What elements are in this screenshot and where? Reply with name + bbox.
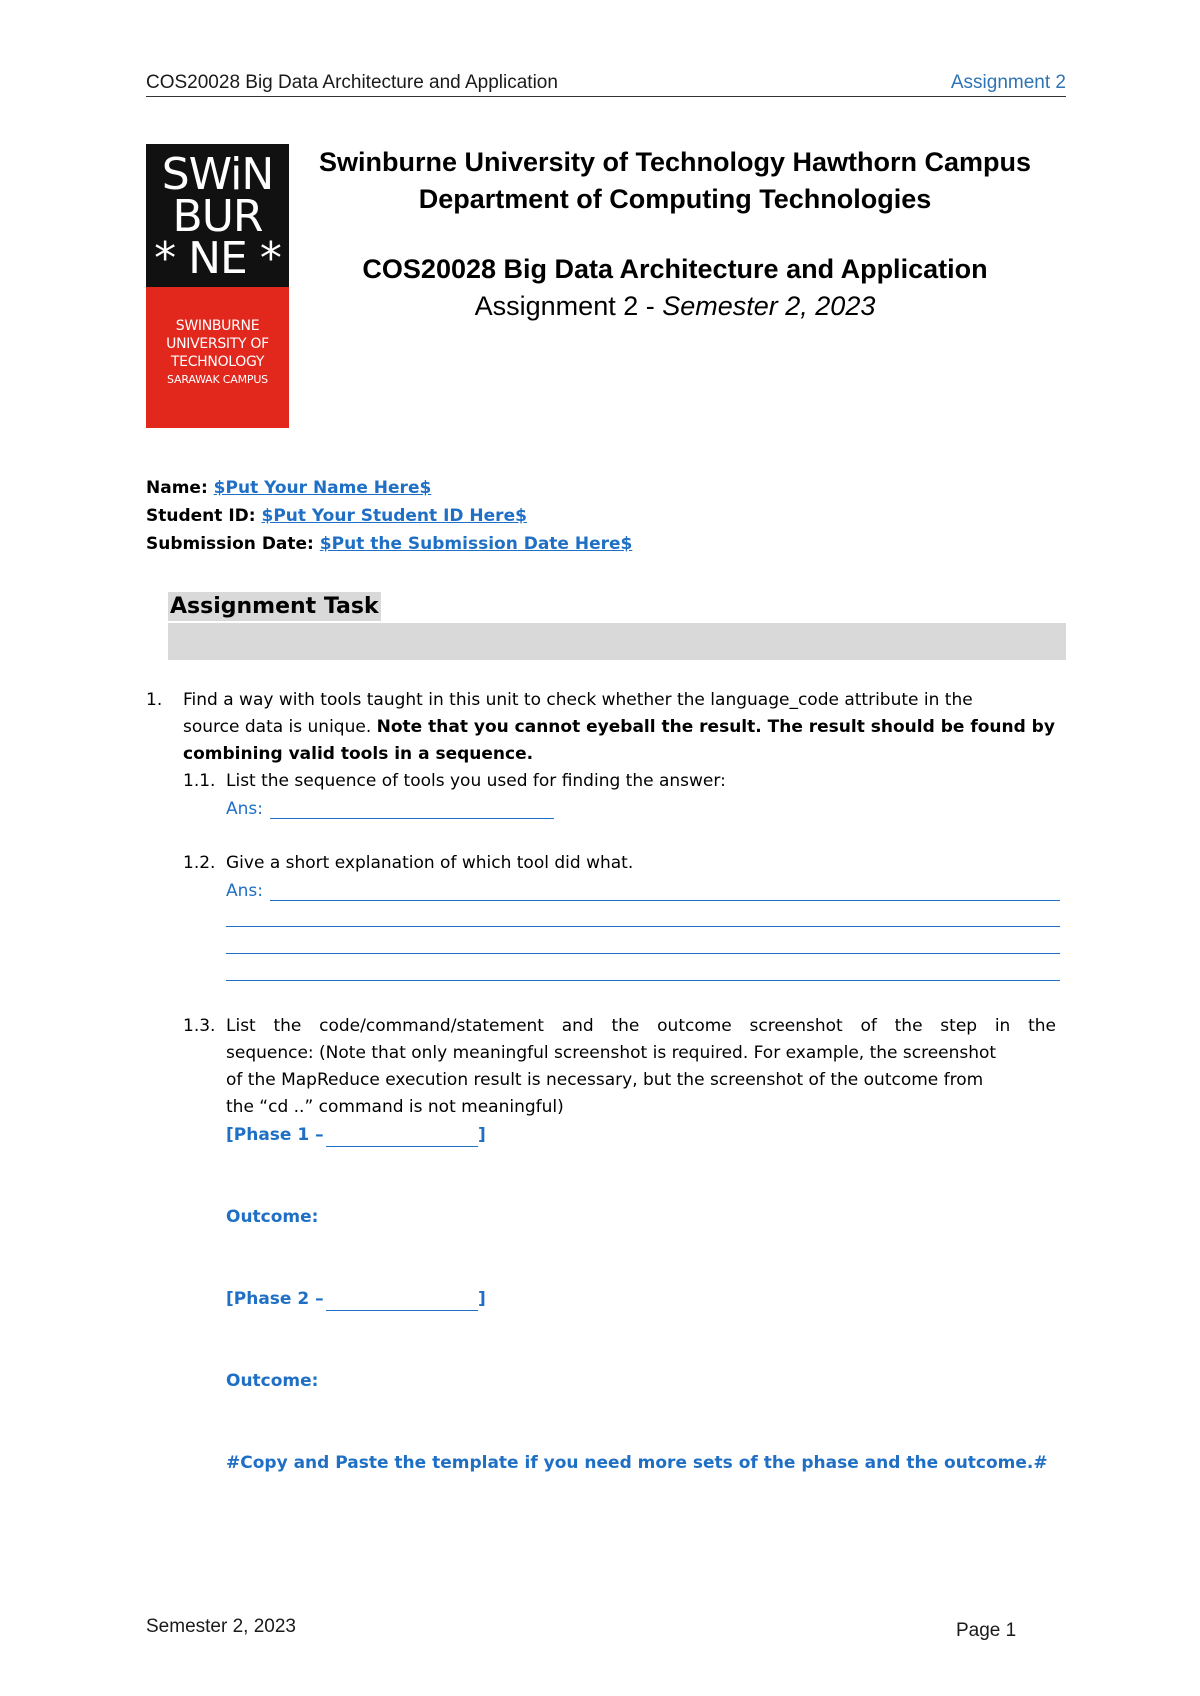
document-title-block [290, 144, 1060, 325]
submission-date-label: Submission Date: [146, 534, 320, 554]
question-1-line-bold: combining valid tools in a sequence. [183, 744, 534, 764]
department-name: Department of Computing Technologies [418, 184, 932, 214]
section-heading-bar [168, 623, 1066, 660]
logo-text: SARAWAK CAMPUS [167, 373, 268, 386]
outcome-2-label: Outcome: [226, 1371, 319, 1391]
answer-1-2-field-line[interactable] [226, 980, 1060, 981]
answer-1-2-label: Ans: [226, 881, 263, 901]
logo-line: SWiN [161, 149, 274, 200]
question-1-line [183, 714, 1063, 741]
submission-date-value-link[interactable]: $Put the Submission Date Here$ [319, 534, 633, 554]
name-row [146, 478, 431, 498]
question-1-1-number: 1.1. [183, 771, 216, 791]
swinburne-logo [146, 144, 289, 428]
question-1-3-line: sequence: (Note that only meaningful screenshot is required. For example, the screenshot [226, 1043, 997, 1063]
question-1-2-number: 1.2. [183, 853, 216, 873]
submission-date-row [146, 534, 632, 554]
logo-campus-block [146, 287, 289, 428]
footer-semester: Semester 2, 2023 [146, 1616, 296, 1637]
phase-1-label: [Phase 1 – [226, 1125, 324, 1145]
question-1-1-text: List the sequence of tools you used for finding the answer: [226, 771, 726, 791]
question-1-3-line: of the MapReduce execution result is necessary, but the screenshot of the outcome from [226, 1070, 984, 1090]
question-1-line-bold: Note that you cannot eyeball the result. The result should be found by [376, 717, 1055, 737]
phase-1-field[interactable] [326, 1146, 478, 1147]
question-1-3-line: List the code/command/statement and the outcome screenshot of the step in the [226, 1016, 1056, 1036]
phase-2-field[interactable] [326, 1310, 478, 1311]
section-heading: Assignment Task [170, 594, 379, 619]
assignment-semester [290, 288, 1060, 325]
footer-page-number: Page 1 [956, 1620, 1017, 1641]
answer-1-2-field-line[interactable] [226, 926, 1060, 927]
university-name: Swinburne University of Technology Hawthorn Campus [318, 147, 1032, 177]
template-note: #Copy and Paste the template if you need more sets of the phase and the outcome.# [226, 1453, 1048, 1473]
course-name: COS20028 Big Data Architecture and Application [362, 254, 988, 284]
logo-text: TECHNOLOGY [170, 354, 265, 370]
student-id-row [146, 506, 527, 526]
phase-2-close-bracket: ] [478, 1289, 486, 1309]
logo-line: BUR [172, 191, 263, 242]
header-assignment-label: Assignment 2 [950, 72, 1066, 93]
logo-wordmark [146, 144, 289, 287]
answer-1-1-field[interactable] [270, 818, 554, 819]
name-label: Name: [146, 478, 214, 498]
phase-1-close-bracket: ] [478, 1125, 486, 1145]
logo-line: * NE * [154, 233, 281, 284]
answer-1-2-field-line[interactable] [226, 953, 1060, 954]
question-1-number: 1. [146, 690, 163, 710]
question-1-line [183, 741, 1063, 768]
question-1-line: Find a way with tools taught in this unit to check whether the language_code attribute in the [183, 690, 973, 710]
outcome-1-label: Outcome: [226, 1207, 319, 1227]
answer-1-1-label: Ans: [226, 799, 263, 819]
header-course-title: COS20028 Big Data Architecture and Application [146, 72, 558, 93]
name-value-link[interactable]: $Put Your Name Here$ [213, 478, 432, 498]
question-1-3-text [226, 1013, 1056, 1121]
question-1-text [183, 687, 1063, 768]
question-1-3-line: the “cd ..” command is not meaningful) [226, 1097, 564, 1117]
logo-text: UNIVERSITY OF [166, 336, 269, 352]
phase-2-label: [Phase 2 – [226, 1289, 324, 1309]
question-1-3-number: 1.3. [183, 1016, 216, 1036]
student-id-value-link[interactable]: $Put Your Student ID Here$ [261, 506, 527, 526]
semester-label: Semester 2, 2023 [662, 291, 876, 321]
question-1-2-text: Give a short explanation of which tool did what. [226, 853, 634, 873]
answer-1-2-field-line[interactable] [270, 900, 1060, 901]
student-id-label: Student ID: [146, 506, 262, 526]
assignment-label: Assignment 2 - [474, 291, 663, 321]
question-1-line-plain: source data is unique. [183, 717, 377, 737]
header-divider [146, 96, 1066, 97]
logo-text: SWINBURNE [175, 318, 260, 334]
